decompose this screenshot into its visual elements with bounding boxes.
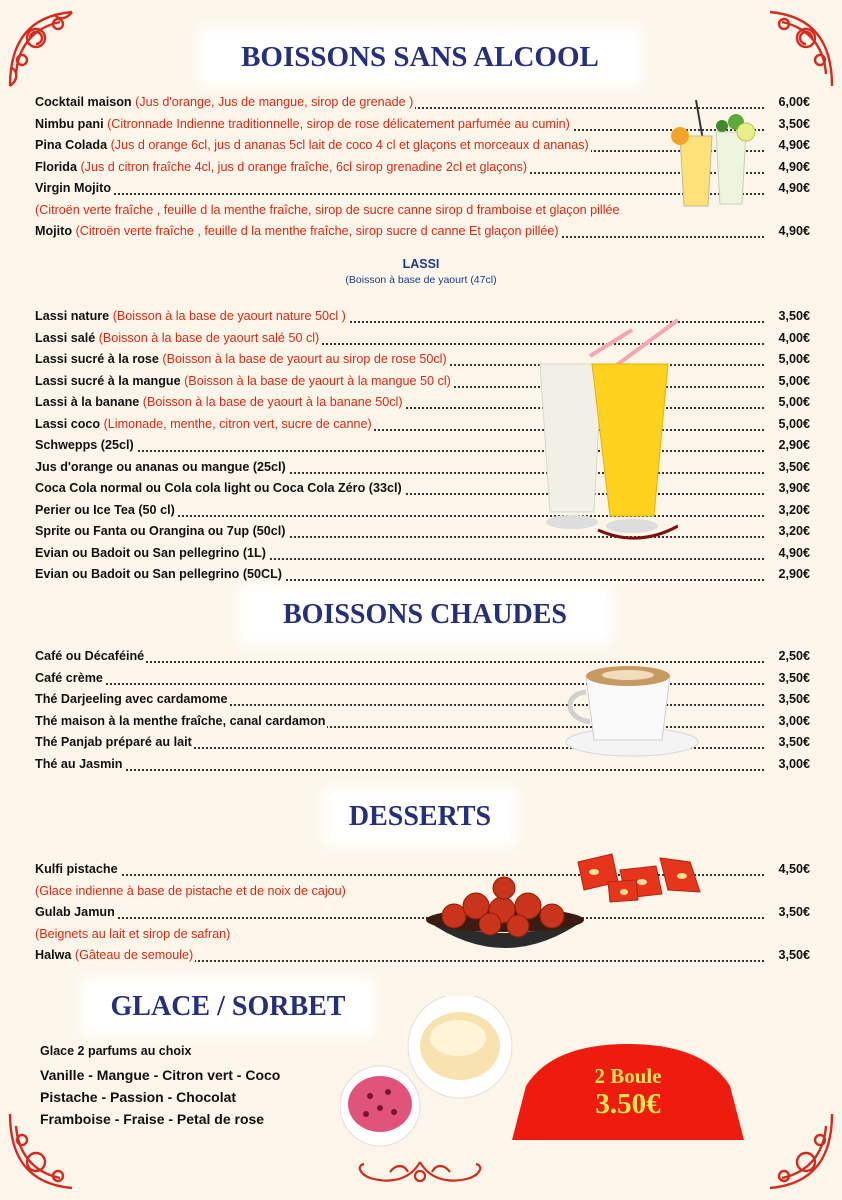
item-name: Jus d'orange ou ananas ou mangue (25cl) xyxy=(35,459,286,474)
item-price: 2,50€ xyxy=(778,649,810,663)
item-price: 3,50€ xyxy=(778,948,810,962)
menu-item-label xyxy=(35,95,415,109)
item-price: 2,90€ xyxy=(778,438,810,452)
item-price: 4,90€ xyxy=(778,138,810,152)
item-description: (Jus d citron fraîche 4cl, jus d orange fraîche, 6cl sirop grenadine 2cl et glaçons) xyxy=(76,159,528,174)
item-price: 3,90€ xyxy=(778,481,810,495)
item-name: Virgin Mojito xyxy=(35,181,112,195)
item-name: Schwepps (25cl) xyxy=(35,438,134,452)
menu-item-row xyxy=(35,522,810,544)
item-name: Coca Cola normal ou Cola cola light ou Coca Cola Zéro (33cl) xyxy=(35,481,402,495)
item-description: (Gâteau de semoule) xyxy=(71,948,194,962)
item-description: (Citroën verte fraîche , feuille d la menthe fraîche, sirop de sucre canne sirop d framboise et glaçon pillée xyxy=(35,202,620,217)
menu-item-label xyxy=(35,331,321,345)
menu-item-label xyxy=(35,735,194,749)
item-description: (Boisson à la base de yaourt nature 50cl ) xyxy=(109,309,346,323)
promo-price: 3.50€ xyxy=(595,1088,661,1120)
menu-item-label xyxy=(35,757,125,771)
item-price: 2,90€ xyxy=(778,567,810,581)
menu-item-label xyxy=(35,692,230,706)
menu-item-label xyxy=(35,160,529,174)
lassi-subtitle: (Boisson à base de yaourt (47cl) xyxy=(345,274,497,286)
menu-item-row xyxy=(35,479,810,501)
item-name: Perier ou Ice Tea (50 cl) xyxy=(35,502,175,517)
menu-item-label xyxy=(35,567,284,581)
menu-item-row xyxy=(35,501,810,523)
menu-item-row xyxy=(35,458,810,480)
item-name: Kulfi pistache xyxy=(35,862,118,876)
item-name: Evian ou Badoit ou San pellegrino (50CL) xyxy=(35,567,282,581)
menu-item-label xyxy=(35,927,232,941)
item-description: (Limonade, menthe, citron vert, sucre de canne) xyxy=(100,416,372,431)
item-price: 4,90€ xyxy=(778,545,810,560)
corner-ornament-icon xyxy=(750,1106,840,1196)
menu-item-label xyxy=(35,417,374,431)
item-price: 4,90€ xyxy=(778,181,810,195)
item-name: Lassi coco xyxy=(35,416,101,431)
ice-cream-flavours xyxy=(40,1044,280,1130)
flavour-line: Vanille - Mangue - Citron vert - Coco xyxy=(40,1067,281,1083)
coffee-cup-icon xyxy=(560,662,700,760)
gulab-jamun-bowl-icon xyxy=(424,876,586,972)
menu-item-row xyxy=(35,415,810,437)
menu-item-row xyxy=(35,222,810,244)
menu-item-label xyxy=(35,649,146,663)
item-name: Thé Darjeeling avec cardamome xyxy=(35,692,228,706)
item-name: Nimbu pani xyxy=(35,116,104,131)
menu-item-label xyxy=(35,117,572,131)
item-price: 4,00€ xyxy=(778,330,810,345)
menu-item-label xyxy=(35,862,120,876)
item-description: (Boisson à la base de yaourt salé 50 cl) xyxy=(95,330,320,345)
item-description: (Jus d orange 6cl, jus d ananas 5cl lait de coco 4 cl et glaçons et morceaux d ananas) xyxy=(107,138,589,152)
item-price: 3,50€ xyxy=(778,905,810,919)
item-description: (Boisson à la base de yaourt au sirop de rose 50cl) xyxy=(158,352,447,366)
dot-leader xyxy=(35,769,764,771)
heading-hot-drinks: BOISSONS CHAUDES xyxy=(245,592,605,638)
item-description: (Beignets au lait et sirop de safran) xyxy=(35,926,231,941)
ice-cream-bowls-icon xyxy=(340,996,520,1156)
menu-item-label xyxy=(35,671,105,685)
item-price: 3,50€ xyxy=(778,670,810,685)
menu-item-row xyxy=(35,903,810,925)
corner-ornament-icon xyxy=(2,4,92,94)
dot-leader xyxy=(35,193,764,195)
menu-item-row xyxy=(35,350,810,372)
menu-item-row xyxy=(35,925,810,947)
menu-item-row xyxy=(35,329,810,351)
item-name: Café ou Décaféiné xyxy=(35,649,145,663)
menu-item-label xyxy=(35,395,405,409)
bottom-ornament-icon xyxy=(350,1156,490,1192)
item-name: Gulab Jamun xyxy=(35,905,115,919)
menu-item-row xyxy=(35,565,810,587)
item-name: Sprite ou Fanta ou Orangina ou 7up (50cl) xyxy=(35,524,286,538)
item-price: 5,00€ xyxy=(778,416,810,431)
menu-item-label xyxy=(35,905,117,919)
halwa-pieces-icon xyxy=(572,852,702,904)
item-name: Café crème xyxy=(35,670,103,685)
item-description: (Boisson à la base de yaourt à la banane 50cl) xyxy=(139,395,403,409)
item-description: (Jus d'orange, Jus de mangue, sirop de grenade ) xyxy=(131,95,414,109)
menu-item-label xyxy=(35,181,113,195)
item-name: Lassi salé xyxy=(35,330,96,345)
item-price: 3,00€ xyxy=(778,713,810,728)
ice-cream-intro: Glace 2 parfums au choix xyxy=(40,1044,192,1058)
corner-ornament-icon xyxy=(750,4,840,94)
menu-item-label xyxy=(35,460,288,474)
promo-badge xyxy=(512,1042,744,1140)
lassi-header xyxy=(0,257,842,286)
promo-title: 2 Boule xyxy=(594,1064,662,1088)
item-name: Halwa xyxy=(35,948,72,962)
heading-desserts: DESSERTS xyxy=(330,794,510,840)
menu-item-label xyxy=(35,714,327,728)
menu-item-label xyxy=(35,438,136,452)
menu-item-label xyxy=(35,948,195,962)
item-description: (Citroën verte fraîche , feuille d la menthe fraîche, sirop sucre d canne Et glaçon pillée) xyxy=(72,224,559,238)
item-price: 3,00€ xyxy=(778,756,810,771)
item-name: Florida xyxy=(35,159,77,174)
item-name: Mojito xyxy=(35,224,73,238)
menu-item-row xyxy=(35,393,810,415)
lassi-title: LASSI xyxy=(402,257,440,271)
menu-item-label xyxy=(35,224,561,238)
item-name: Lassi sucré à la mangue xyxy=(35,373,181,388)
dot-leader xyxy=(35,917,764,919)
item-name: Thé Panjab préparé au lait xyxy=(35,735,192,749)
menu-item-label xyxy=(35,884,348,898)
item-price: 3,20€ xyxy=(778,524,810,538)
menu-item-row xyxy=(35,544,810,566)
menu-item-row xyxy=(35,436,810,458)
menu-item-label xyxy=(35,203,622,217)
item-price: 3,50€ xyxy=(778,116,810,131)
menu-item-label xyxy=(35,138,591,152)
item-description: (Boisson à la base de yaourt à la mangue 50 cl) xyxy=(180,373,451,388)
item-name: Thé maison à la menthe fraîche, canal cardamon xyxy=(35,713,326,728)
item-price: 3,50€ xyxy=(778,692,810,706)
item-price: 3,50€ xyxy=(778,309,810,323)
lassi-drinks-list xyxy=(35,307,810,587)
item-price: 3,20€ xyxy=(778,502,810,517)
item-name: Thé au Jasmin xyxy=(35,756,123,771)
heading-cold-drinks: BOISSONS SANS ALCOOL xyxy=(205,34,635,80)
item-name: Lassi sucré à la rose xyxy=(35,352,159,366)
flavour-line: Framboise - Fraise - Petal de rose xyxy=(40,1111,265,1127)
heading-ice-cream: GLACE / SORBET xyxy=(88,984,368,1030)
item-price: 5,00€ xyxy=(778,395,810,409)
item-description: (Glace indienne à base de pistache et de noix de cajou) xyxy=(35,883,346,898)
item-price: 6,00€ xyxy=(778,95,810,109)
lassi-glasses-icon xyxy=(528,316,678,542)
menu-item-row xyxy=(35,372,810,394)
item-price: 3,50€ xyxy=(778,459,810,474)
menu-item-label xyxy=(35,546,268,560)
item-price: 4,50€ xyxy=(778,862,810,876)
item-name: Lassi à la banane xyxy=(35,395,140,409)
flavour-line: Pistache - Passion - Chocolat xyxy=(40,1089,237,1105)
item-name: Pina Colada xyxy=(35,138,108,152)
menu-item-row xyxy=(35,946,810,968)
item-price: 3,50€ xyxy=(778,735,810,749)
menu-item-row xyxy=(35,307,810,329)
item-name: Cocktail maison xyxy=(35,95,132,109)
menu-item-label xyxy=(35,352,449,366)
mojito-glasses-icon xyxy=(666,96,776,214)
menu-item-label xyxy=(35,503,177,517)
menu-item-label xyxy=(35,524,288,538)
item-price: 4,90€ xyxy=(778,159,810,174)
menu-item-label xyxy=(35,309,348,323)
menu-item-label xyxy=(35,481,404,495)
item-price: 4,90€ xyxy=(778,224,810,238)
item-price: 5,00€ xyxy=(778,373,810,388)
item-description: (Citronnade Indienne traditionnelle, sirop de rose délicatement parfumée au cumin) xyxy=(103,116,570,131)
item-name: Evian ou Badoit ou San pellegrino (1L) xyxy=(35,545,266,560)
item-name: Lassi nature xyxy=(35,309,110,323)
item-price: 5,00€ xyxy=(778,352,810,366)
menu-item-label xyxy=(35,374,453,388)
